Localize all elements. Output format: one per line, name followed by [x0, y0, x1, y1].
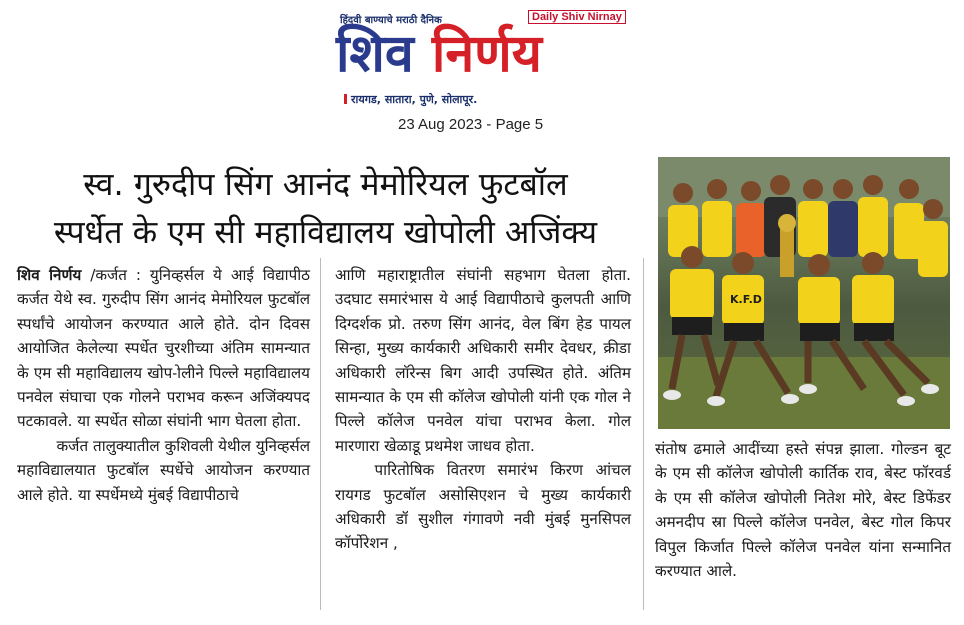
masthead — [330, 6, 640, 110]
article-paragraph-1-text: /कर्जत : युनिव्हर्सल ये आई विद्यापीठ कर्जत येथे स्व. गुरुदीप सिंग आनंद मेमोरियल फुटबॉल स्पर्धांचे आयोजन करण्यात आले होते. दोन दिवस आयोजित केलेल्या स्पर्धेत चुरशीच्या अंतिम सामन्यात के एम सी महाविद्यालय खोप-ोलीने पिल्ले महाविद्यालय पनवेल संघाचा एक गोलने पराभव करून अजिंक्यपद पटकावले. या स्पर्धेत सोळा संघांनी भाग घेतला होता. — [17, 266, 310, 431]
article-paragraph-5: संतोष ढमाले आदींच्या हस्ते संपन्न झाला. गोल्डन बूट के एम सी कॉलेज खोपोली कार्तिक राव, बेस्ट फॉरवर्ड के एम सी कॉलेज खोपोली नितेश मोरे, बेस्ट डिफेंडर अमनदीप स्रा पिल्ले कॉलेज पनवेल, बेस्ट गोल किपर विपुल किर्जात पिल्ले कॉलेज पनवेल यांना सन्मानित करण्यात आले. — [655, 440, 951, 581]
article-paragraph-4: पारितोषिक वितरण समारंभ किरण आंचल रायगड फुटबॉल असोसिएशन चे मुख्य कार्यकारी अधिकारी डॉ सुशील गंगावणे नवी मुंबई मुनसिपल कॉर्पोरेशन , — [335, 461, 631, 553]
cities-accent-bar — [344, 94, 347, 104]
headline-line-1: स्व. गुरुदीप सिंग आनंद मेमोरियल फुटबॉल — [83, 165, 568, 203]
article-column-3 — [655, 437, 951, 583]
column-divider-1 — [320, 258, 321, 610]
article-paragraph-3: आणि महाराष्ट्रातील संघांनी सहभाग घेतला होता. उदघाट समारंभास ये आई विद्यापीठाचे कुलपती आणि दिग्दर्शक प्रो. तरुण सिंग आनंद, वेल बिंग हेड पायल सिन्हा, मुख्य कार्यकारी अधिकारी समीर देवधर, क्रीडा अधिकारी लॉरेन्स बिग आदी उपस्थित होते. अंतिम सामन्यात के एम सी कॉलेज खोपोली यांनी एक गोल ने पिल्ले कॉलेज पनवेल यांचा पराभव केला. गोल मारणारा खेळाडू प्रथमेश जाधव होता. — [335, 266, 631, 455]
masthead-cities — [344, 92, 477, 107]
team-photo-illustration — [658, 157, 950, 429]
logo-word-shiv: शिव — [336, 24, 414, 84]
edition-dateline: 23 Aug 2023 - Page 5 — [398, 116, 544, 133]
cities-text: रायगड, सातारा, पुणे, सोलापूर. — [351, 93, 478, 106]
headline-line-2: स्पर्धेत के एम सी महाविद्यालय खोपोली अजिंक्य — [53, 213, 598, 251]
article-paragraph-1 — [17, 263, 310, 434]
article-paragraph-2: कर्जत तालुक्यातील कुशिवली येथील युनिव्हर्सल महाविद्यालयात फुटबॉल स्पर्धेचे आयोजन करण्यात आले होते. या स्पर्धेमध्ये मुंबई विद्यापीठाचे — [17, 436, 310, 504]
article-byline: शिव निर्णय — [17, 266, 82, 284]
article-column-2 — [335, 263, 631, 556]
article-headline — [8, 160, 643, 256]
team-photo — [658, 157, 950, 429]
masthead-english-name: Daily Shiv Nirnay — [528, 10, 626, 24]
logo-word-nirnay: निर्णय — [431, 24, 542, 84]
column-divider-2 — [643, 258, 644, 610]
jersey-text: K.F.D — [730, 293, 762, 306]
newspaper-logo — [336, 22, 542, 86]
article-column-1 — [17, 263, 310, 507]
masthead-tagline: हिंदवी बाण्याचे मराठी दैनिक — [340, 15, 442, 26]
